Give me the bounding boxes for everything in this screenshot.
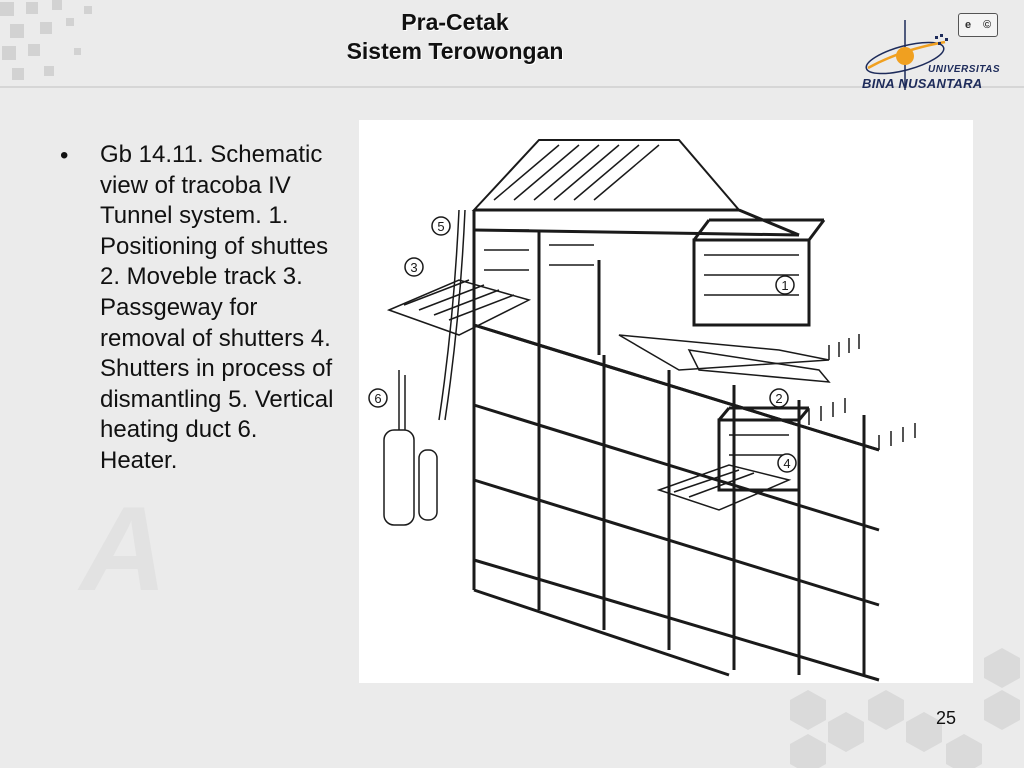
title-line-2: Sistem Terowongan	[346, 38, 564, 64]
svg-text:A: A	[80, 482, 167, 616]
callout-1	[776, 276, 794, 294]
svg-text:2: 2	[775, 391, 783, 406]
svg-text:1: 1	[781, 278, 789, 293]
tunnel-system-figure	[359, 120, 973, 683]
callout-5	[432, 217, 450, 235]
logo-line-2: BINA NUSANTARA	[862, 76, 983, 91]
tunnel-drawing	[359, 120, 973, 683]
bullet-marker: •	[60, 142, 69, 169]
callout-3	[405, 258, 423, 276]
bullet-text: Gb 14.11. Schematic view of tracoba IV Tunnel system. 1. Positioning of shuttes 2. Moveble track 3. Passgeway for removal of shutters 4. Shutters in process of dismantling 5. Vertical heating duct 6. Heater.	[100, 141, 334, 474]
e-icon: e	[964, 19, 972, 31]
svg-text:3: 3	[410, 260, 418, 275]
svg-text:5: 5	[437, 219, 445, 234]
slide-title	[300, 8, 610, 66]
title-line-1: Pra-Cetak	[401, 9, 509, 35]
logo-line-1: UNIVERSITAS	[928, 64, 1000, 75]
callout-4	[778, 454, 796, 472]
callout-2	[770, 389, 788, 407]
svg-text:4: 4	[783, 456, 791, 471]
page-number: 25	[936, 708, 957, 728]
copyright-icon: ©	[982, 19, 992, 31]
callout-6	[369, 389, 387, 407]
svg-text:6: 6	[374, 391, 382, 406]
